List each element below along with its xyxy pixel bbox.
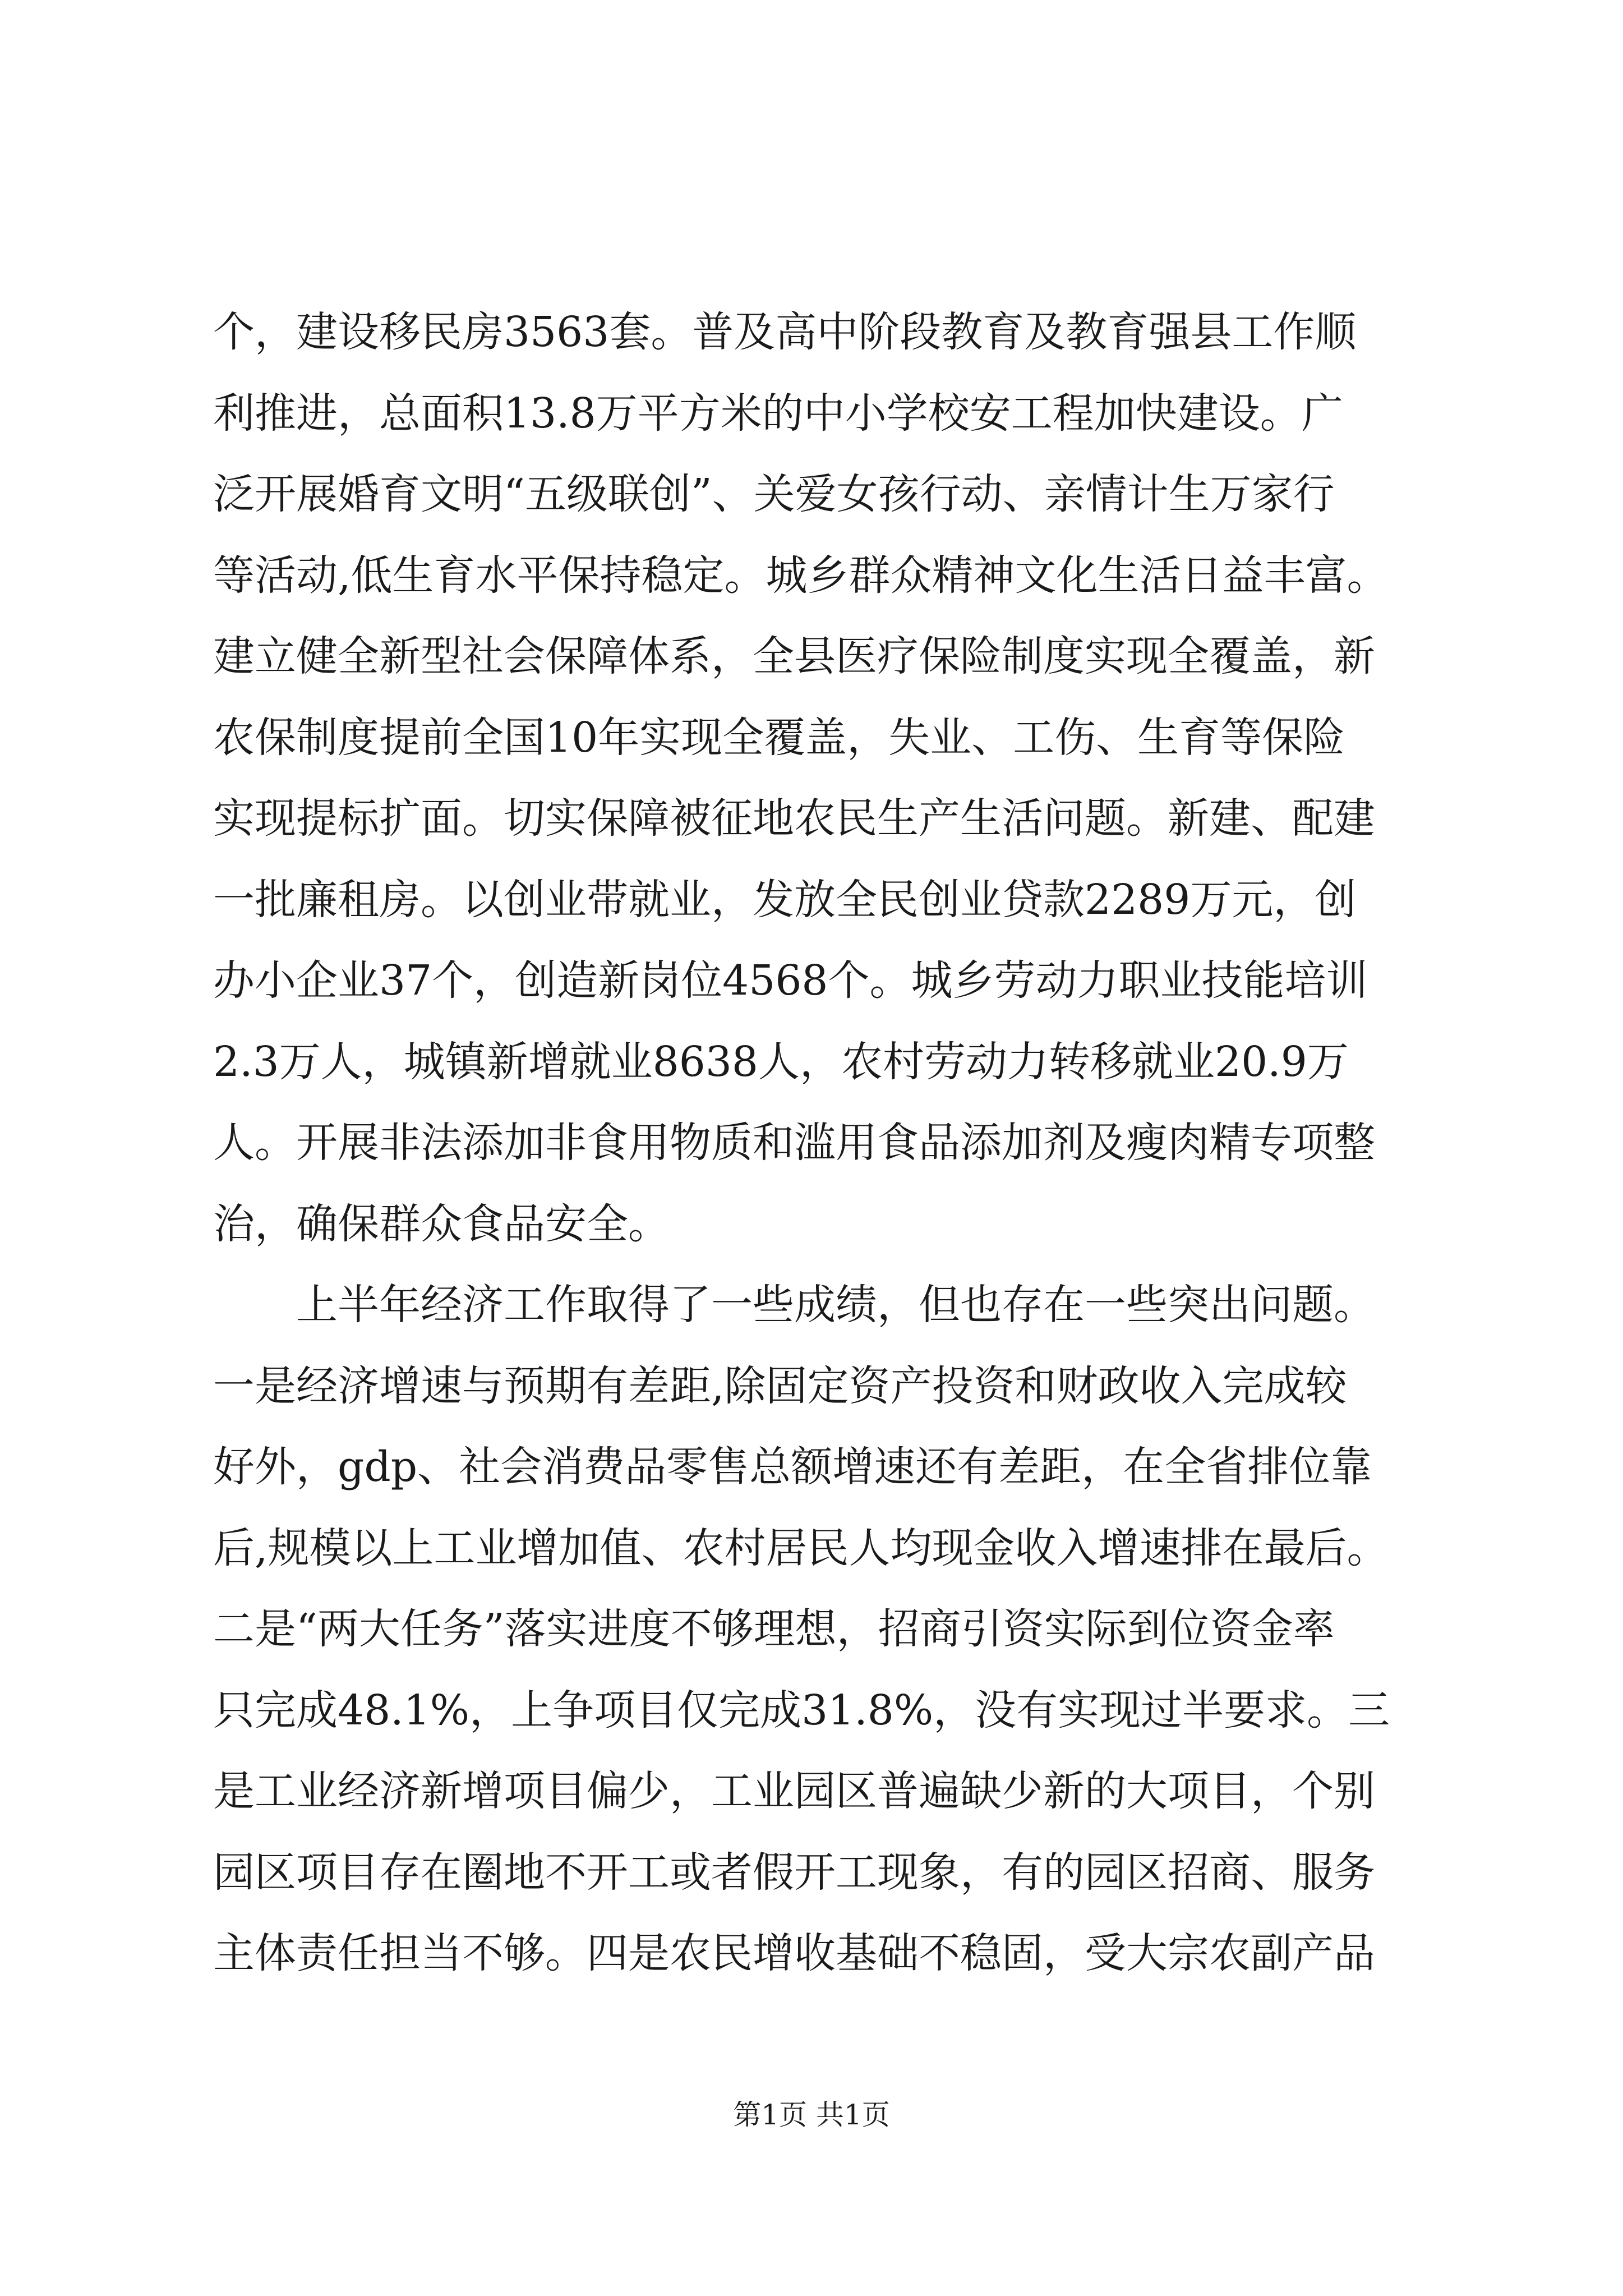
text-line: 泛开展婚育文明“五级联创”、关爱女孩行动、亲情计生万家行 [213,470,1335,518]
text-line: 人。开展非法添加非食用物质和滥用食品添加剂及瘦肉精专项整 [213,1119,1375,1167]
text-line: 主体责任担当不够。四是农民增收基础不稳固，受大宗农副产品 [213,1929,1375,1977]
text-line: 是工业经济新增项目偏少，工业园区普遍缺少新的大项目，个别 [213,1767,1375,1815]
text-line: 办小企业37个，创造新岗位4568个。城乡劳动力职业技能培训 [213,956,1368,1005]
text-line: 一批廉租房。以创业带就业，发放全民创业贷款2289万元，创 [213,875,1357,924]
text-line: 一是经济增速与预期有差距,除固定资产投资和财政收入完成较 [213,1361,1347,1410]
text-line: 农保制度提前全国10年实现全覆盖，失业、工伤、生育等保险 [213,713,1345,762]
page-number-label: 第1页 共1页 [733,2099,890,2131]
text-line: 等活动,低生育水平保持稳定。城乡群众精神文化生活日益丰富。 [213,551,1389,600]
paragraph-start-line: 上半年经济工作取得了一些成绩，但也存在一些突出问题。 [213,1281,1375,1329]
text-line: 2.3万人，城镇新增就业8638人，农村劳动力转移就业20.9万 [213,1037,1349,1086]
text-line: 利推进，总面积13.8万平方米的中小学校安工程加快建设。广 [213,389,1343,438]
text-line: 只完成48.1%，上争项目仅完成31.8%，没有实现过半要求。三 [213,1686,1390,1734]
text-line: 园区项目存在圈地不开工或者假开工现象，有的园区招商、服务 [213,1848,1375,1897]
page-footer [0,2098,1623,2132]
text-line: 建立健全新型社会保障体系，全县医疗保险制度实现全覆盖，新 [213,632,1375,680]
body-text [213,292,1424,1994]
text-line: 好外，gdp、社会消费品零售总额增速还有差距，在全省排位靠 [213,1443,1372,1491]
text-line: 实现提标扩面。切实保障被征地农民生产生活问题。新建、配建 [213,794,1375,843]
text-line: 二是“两大任务”落实进度不够理想，招商引资实际到位资金率 [213,1605,1335,1653]
text-line: 个，建设移民房3563套。普及高中阶段教育及教育强县工作顺 [213,308,1357,356]
text-line: 治，确保群众食品安全。 [213,1199,670,1248]
text-line: 后,规模以上工业增加值、农村居民人均现金收入增速排在最后。 [213,1524,1389,1572]
